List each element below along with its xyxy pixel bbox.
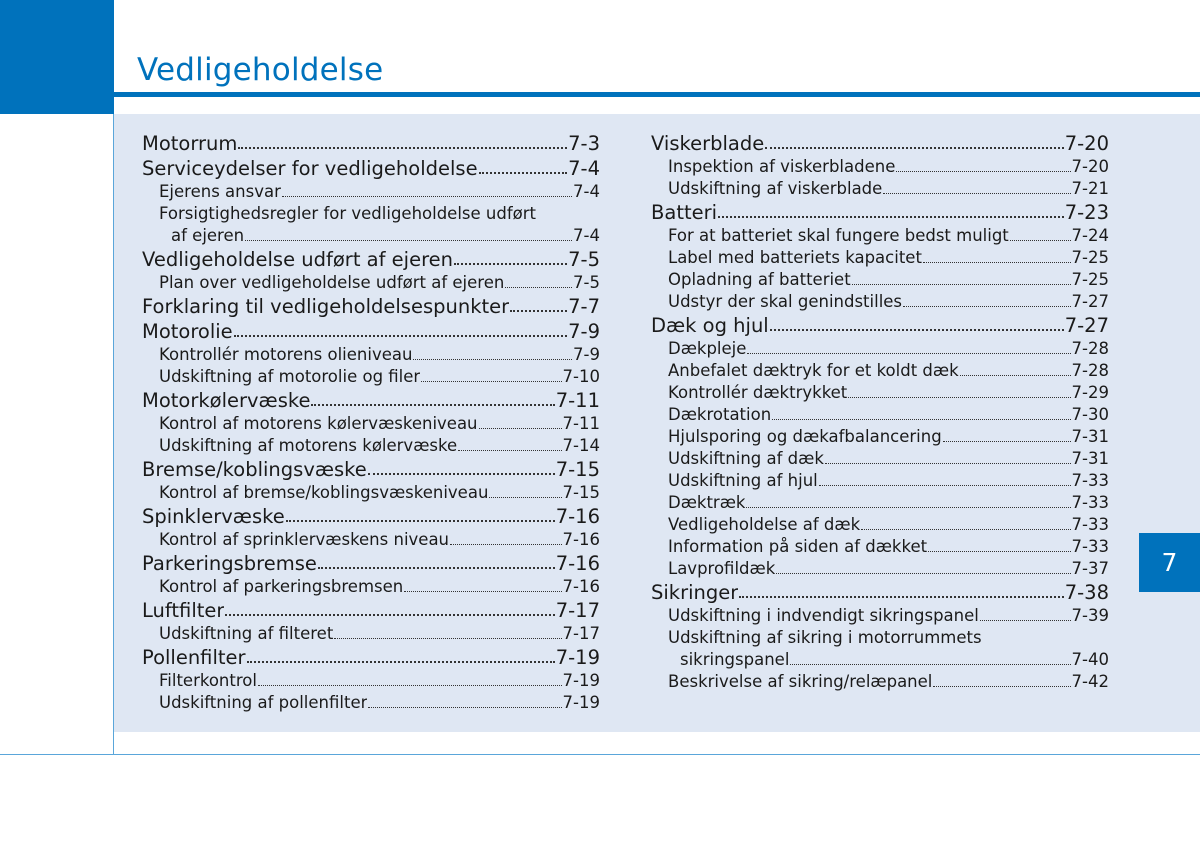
toc-page-number: 7-3 [568, 132, 600, 155]
dot-leader [739, 596, 1063, 598]
toc-entry-label: Motorrum [142, 132, 238, 155]
toc-page-number: 7-19 [562, 693, 600, 712]
toc-page-number: 7-10 [562, 367, 600, 386]
toc-entry-label: Hjulsporing og dækafbalancering [668, 427, 942, 446]
dot-leader [896, 171, 1070, 172]
toc-entry-label: Plan over vedligeholdelse udført af ejeren [159, 273, 505, 292]
toc-entry[interactable] [142, 157, 600, 181]
toc-page-number: 7-16 [562, 530, 600, 549]
toc-page-number: 7-27 [1071, 292, 1109, 311]
dot-leader [479, 172, 568, 174]
dot-leader [825, 463, 1071, 464]
toc-page-number: 7-37 [1071, 559, 1109, 578]
page-title: Vedligeholdelse [137, 52, 384, 88]
toc-entry-label: Serviceydelser for vedligeholdelse [142, 157, 478, 180]
toc-entry-label: Udskiftning i indvendigt sikringspanel [668, 606, 979, 625]
toc-page-number: 7-4 [568, 157, 600, 180]
toc-page-number: 7-21 [1071, 179, 1109, 198]
dot-leader [772, 419, 1070, 420]
dot-leader [505, 287, 572, 288]
toc-subentry[interactable] [651, 536, 1109, 558]
dot-leader [282, 196, 572, 197]
toc-entry-label: Information på siden af dækket [668, 537, 928, 556]
toc-entry-label: Parkeringsbremse [142, 552, 317, 575]
dot-leader [368, 473, 555, 475]
dot-leader [450, 544, 562, 545]
toc-entry[interactable] [142, 320, 600, 344]
toc-subentry[interactable] [651, 649, 1109, 671]
toc-subentry[interactable] [651, 291, 1109, 313]
toc-entry-label: Kontrollér dæktrykket [668, 383, 848, 402]
toc-entry-label: Anbefalet dæktryk for et koldt dæk [668, 361, 959, 380]
dot-leader [421, 381, 561, 382]
toc-subentry[interactable] [651, 671, 1109, 693]
dot-leader [960, 375, 1071, 376]
toc-page-number: 7-11 [562, 414, 600, 433]
toc-entry[interactable] [142, 599, 600, 623]
toc-page-number: 7-16 [555, 552, 600, 575]
toc-entry-label: Udskiftning af pollenfilter [159, 693, 368, 712]
toc-entry[interactable] [142, 552, 600, 576]
toc-entry-label: Spinklervæske [142, 505, 285, 528]
toc-page-number: 7-14 [562, 436, 600, 455]
toc-entry[interactable] [651, 132, 1109, 156]
toc-entry-label: Label med batteriets kapacitet [668, 248, 922, 267]
toc-page-number: 7-33 [1071, 515, 1109, 534]
toc-entry-label: Motorolie [142, 320, 233, 343]
title-rule [114, 92, 1200, 97]
toc-entry-label: For at batteriet skal fungere bedst muligt [668, 226, 1009, 245]
toc-entry-label: Dækpleje [668, 339, 747, 358]
dot-leader [225, 614, 554, 616]
toc-subentry[interactable] [651, 448, 1109, 470]
dot-leader [852, 284, 1071, 285]
dot-leader [334, 638, 561, 639]
dot-leader [489, 497, 561, 498]
dot-leader [245, 240, 572, 241]
toc-page-number: 7-40 [1071, 650, 1109, 669]
toc-subentry[interactable] [142, 529, 600, 551]
toc-entry[interactable] [142, 248, 600, 272]
toc-page-number: 7-39 [1071, 606, 1109, 625]
toc-subentry[interactable] [142, 272, 600, 294]
toc-entry-label: Kontrol af motorens kølervæskeniveau [159, 414, 478, 433]
toc-page-number: 7-31 [1071, 449, 1109, 468]
dot-leader [943, 441, 1071, 442]
dot-leader [933, 686, 1070, 687]
corner-color-block [0, 0, 114, 114]
toc-column-right [651, 131, 1109, 693]
toc-subentry[interactable] [651, 404, 1109, 426]
toc-entry-label: Luftfilter [142, 599, 225, 622]
toc-subentry[interactable] [142, 366, 600, 388]
toc-entry-label: Udskiftning af motorens kølervæske [159, 436, 458, 455]
toc-entry-label: Motorkølervæske [142, 389, 311, 412]
toc-page-number: 7-11 [555, 389, 600, 412]
dot-leader [790, 664, 1070, 665]
toc-entry-label: sikringspanel [680, 650, 790, 669]
toc-subentry[interactable] [651, 426, 1109, 448]
toc-entry[interactable] [651, 314, 1109, 338]
dot-leader [923, 262, 1071, 263]
toc-page-number: 7-16 [562, 577, 600, 596]
toc-entry-label: Dæktræk [668, 493, 746, 512]
toc-page-number: 7-15 [555, 458, 600, 481]
toc-subentry-label-line[interactable]: Udskiftning af sikring i motorrummets [668, 628, 982, 647]
toc-entry-label: Vedligeholdelse udført af ejeren [142, 248, 454, 271]
toc-entry-label: Bremse/koblingsvæske [142, 458, 367, 481]
toc-entry-label: Batteri [651, 201, 718, 224]
dot-leader [819, 485, 1071, 486]
toc-page-number: 7-9 [573, 345, 600, 364]
dot-leader [458, 450, 561, 451]
toc-page-number: 7-38 [1064, 581, 1109, 604]
toc-page-number: 7-5 [573, 273, 600, 292]
toc-page-number: 7-4 [573, 182, 600, 201]
toc-page-number: 7-25 [1071, 248, 1109, 267]
dot-leader [747, 353, 1070, 354]
toc-entry[interactable] [142, 505, 600, 529]
dot-leader [770, 329, 1064, 331]
toc-subentry[interactable] [142, 670, 600, 692]
toc-entry-label: Udskiftning af motorolie og filer [159, 367, 421, 386]
toc-page-number: 7-25 [1071, 270, 1109, 289]
dot-leader [776, 573, 1070, 574]
dot-leader [404, 591, 561, 592]
toc-page-number: 7-24 [1071, 226, 1109, 245]
toc-entry-label: Inspektion af viskerbladene [668, 157, 896, 176]
toc-entry-label: af ejeren [171, 226, 245, 245]
toc-subentry-label-line[interactable]: Forsigtighedsregler for vedligeholdelse udført [159, 204, 536, 223]
toc-page-number: 7-23 [1064, 201, 1109, 224]
toc-page-number: 7-19 [562, 671, 600, 690]
toc-entry[interactable] [142, 389, 600, 413]
toc-page-number: 7-19 [555, 646, 600, 669]
dot-leader [861, 529, 1070, 530]
toc-page-number: 7-33 [1071, 493, 1109, 512]
toc-entry-label: Kontrollér motorens olieniveau [159, 345, 413, 364]
toc-subentry[interactable] [142, 225, 600, 247]
dot-leader [928, 551, 1070, 552]
toc-subentry[interactable] [651, 247, 1109, 269]
dot-leader [479, 428, 562, 429]
toc-page-number: 7-15 [562, 483, 600, 502]
toc-entry-label: Udskiftning af hjul [668, 471, 818, 490]
dot-leader [454, 263, 567, 265]
dot-leader [238, 147, 567, 149]
toc-entry[interactable] [142, 458, 600, 482]
toc-column-left [142, 131, 600, 714]
chapter-tab[interactable]: 7 [1139, 533, 1200, 592]
dot-leader [318, 567, 555, 569]
toc-entry[interactable] [142, 295, 600, 319]
toc-entry-label: Udskiftning af filteret [159, 624, 334, 643]
toc-subentry[interactable] [651, 360, 1109, 382]
dot-leader [258, 685, 562, 686]
toc-entry-label: Sikringer [651, 581, 739, 604]
toc-subentry[interactable] [651, 269, 1109, 291]
toc-page-number: 7-29 [1071, 383, 1109, 402]
toc-subentry[interactable] [651, 382, 1109, 404]
toc-entry-label: Vedligeholdelse af dæk [668, 515, 861, 534]
toc-entry-label: Kontrol af parkeringsbremsen [159, 577, 404, 596]
toc-subentry[interactable] [142, 435, 600, 457]
toc-page-number: 7-20 [1064, 132, 1109, 155]
toc-entry-label: Viskerblade [651, 132, 765, 155]
dot-leader [903, 306, 1071, 307]
dot-leader [234, 335, 567, 337]
toc-subentry[interactable] [142, 181, 600, 203]
dot-leader [1010, 240, 1071, 241]
dot-leader [413, 359, 572, 360]
dot-leader [311, 404, 554, 406]
toc-entry-label: Kontrol af sprinklervæskens niveau [159, 530, 450, 549]
dot-leader [510, 310, 567, 312]
toc-entry[interactable] [142, 646, 600, 670]
toc-subentry[interactable] [142, 692, 600, 714]
toc-entry-label: Udskiftning af dæk [668, 449, 824, 468]
toc-subentry[interactable] [651, 492, 1109, 514]
toc-entry-label: Lavprofildæk [668, 559, 776, 578]
dot-leader [765, 147, 1064, 149]
toc-page-number: 7-16 [555, 505, 600, 528]
dot-leader [980, 620, 1071, 621]
toc-subentry[interactable] [142, 623, 600, 645]
toc-page-number: 7-27 [1064, 314, 1109, 337]
toc-subentry[interactable] [651, 605, 1109, 627]
toc-entry-label: Beskrivelse af sikring/relæpanel [668, 672, 933, 691]
toc-subentry[interactable] [142, 482, 600, 504]
dot-leader [848, 397, 1070, 398]
toc-entry-label: Kontrol af bremse/koblingsvæskeniveau [159, 483, 489, 502]
toc-page-number: 7-28 [1071, 361, 1109, 380]
toc-subentry[interactable] [651, 558, 1109, 580]
dot-leader [247, 661, 555, 663]
dot-leader [368, 707, 561, 708]
toc-entry-label: Dækrotation [668, 405, 772, 424]
toc-page-number: 7-5 [568, 248, 600, 271]
toc-entry[interactable] [651, 201, 1109, 225]
toc-entry-label: Pollenfilter [142, 646, 246, 669]
dot-leader [718, 216, 1064, 218]
toc-entry[interactable] [142, 132, 600, 156]
toc-entry-label: Filterkontrol [159, 671, 257, 690]
dot-leader [883, 193, 1070, 194]
toc-subentry[interactable] [651, 514, 1109, 536]
toc-page-number: 7-42 [1071, 672, 1109, 691]
toc-entry-label: Ejerens ansvar [159, 182, 281, 201]
toc-page-number: 7-33 [1071, 537, 1109, 556]
toc-page-number: 7-20 [1071, 157, 1109, 176]
toc-subentry[interactable] [651, 178, 1109, 200]
bottom-rule [0, 754, 1200, 755]
toc-page-number: 7-28 [1071, 339, 1109, 358]
toc-subentry[interactable] [142, 413, 600, 435]
toc-page-number: 7-17 [562, 624, 600, 643]
toc-subentry[interactable] [651, 156, 1109, 178]
toc-page-number: 7-31 [1071, 427, 1109, 446]
toc-entry[interactable] [651, 581, 1109, 605]
toc-subentry[interactable] [142, 344, 600, 366]
toc-entry-label: Forklaring til vedligeholdelsespunkter [142, 295, 510, 318]
toc-page-number: 7-17 [555, 599, 600, 622]
toc-page-number: 7-33 [1071, 471, 1109, 490]
toc-subentry[interactable] [142, 576, 600, 598]
toc-entry-label: Udskiftning af viskerblade [668, 179, 883, 198]
toc-page-number: 7-4 [573, 226, 600, 245]
dot-leader [286, 520, 555, 522]
toc-entry-label: Opladning af batteriet [668, 270, 851, 289]
toc-subentry[interactable] [651, 470, 1109, 492]
toc-page-number: 7-9 [568, 320, 600, 343]
toc-subentry[interactable] [651, 338, 1109, 360]
toc-page-number: 7-7 [568, 295, 600, 318]
toc-subentry[interactable] [651, 225, 1109, 247]
toc-page-number: 7-30 [1071, 405, 1109, 424]
toc-entry-label: Dæk og hjul [651, 314, 769, 337]
dot-leader [746, 507, 1070, 508]
toc-entry-label: Udstyr der skal genindstilles [668, 292, 903, 311]
